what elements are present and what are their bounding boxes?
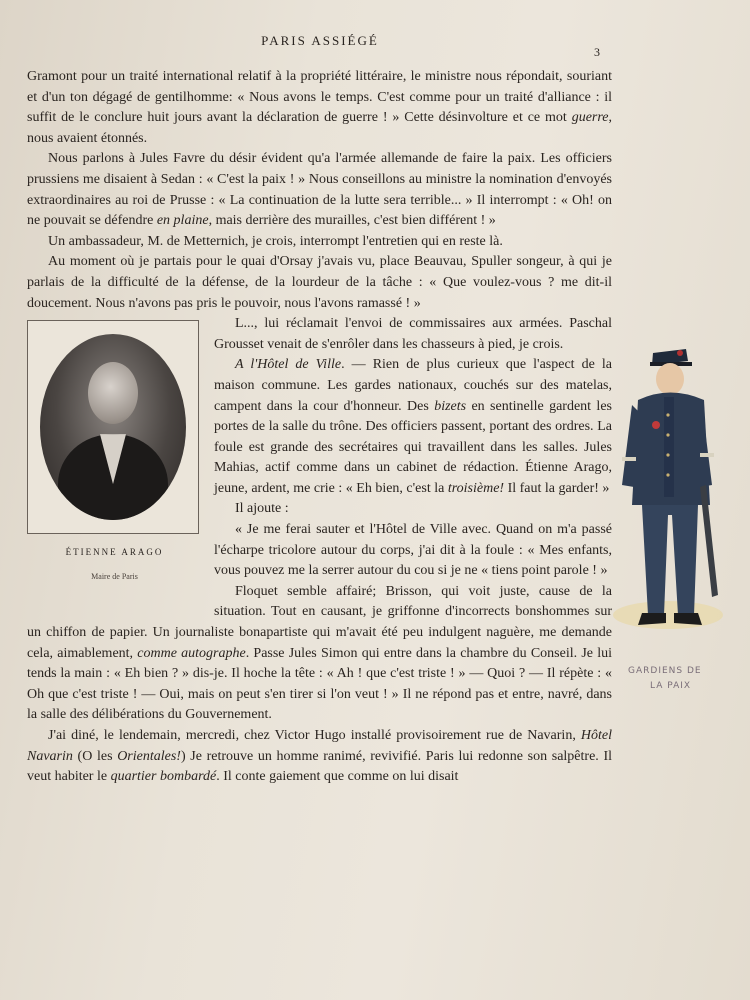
portrait-subcaption: Maire de Paris [91, 571, 138, 581]
paragraph-3: Un ambassadeur, M. de Metternich, je crois, interrompt l'entretien qui en reste là. [48, 233, 503, 249]
paragraph-5: L..., lui réclamait l'envoi de commissaires aux armées. Paschal Grousset venait de s'enrôler dans les chasseurs à pied, je crois. [214, 316, 612, 352]
paragraph-4: Au moment où je partais pour le quai d'Orsay j'avais vu, place Beauvau, Spuller songeur, à qui je parlais de la difficulté de la défense, de la lourdeur de la tâche : « Que voulez-vous ? me dit-il doucement. Nous n'avons pas pris le pouvoir, nous l'avons ramassé ! » [27, 254, 612, 311]
paragraph-10: J'ai diné, le lendemain, mercredi, chez Victor Hugo installé provisoirement rue de Navarin, Hôtel Navarin (O les Orientales!) Je retrouve un homme ranimé, revivifié. Paris lui redonne son salpêtre. Il veut habiter le quartier bombardé. Il conte gaiement que comme on lui disait [27, 728, 612, 785]
running-title: PARIS ASSIÉGÉ [261, 33, 379, 48]
body-text [27, 67, 612, 788]
portrait-caption: ÉTIENNE ARAGO [65, 547, 164, 558]
soldier-illustration [608, 345, 750, 705]
paragraph-9: Floquet semble affairé; Brisson, qui voit juste, cause de la situation. Tout en causant, je griffonne d'incorrects bonshommes sur un chiffon de papier. Un journaliste bonapartiste qui m'avait été peu indulgent naguère, me demande cela, aimablement, comme autographe. Passe Jules Simon qui entre dans la chambre du Conseil. Je lui tends la main : « Eh bien ? » dis-je. Il hoche la tête : « Ah ! que c'est triste ! » — Quoi ? — Il répète : « Oh que c'est triste ! — Oui, mais on peut s'en tirer si l'on veut ! » Il ne répond pas et entre, navré, dans la salle des délibérations du Gouvernement. [27, 583, 612, 723]
paragraph-8: « Je me ferai sauter et l'Hôtel de Ville avec. Quand on m'a passé l'écharpe tricolore autour du corps, j'ai dit à la foule : « Mes enfants, vous pouvez me la serrer autour du cou si je ne « tiens point parole ! » [214, 522, 612, 579]
paragraph-1: Gramont pour un traité international relatif à la propriété littéraire, le ministre nous répondait, souriant et d'un ton dégagé de gentilhomme: « Nous avons le temps. C'est comme pour un traité d'alliance : il suffit de le conclure huit jours avant la déclaration de guerre ! » Cette désinvolture et ce mot guerre, nous avaient étonnés. [27, 69, 612, 146]
soldier-caption: GARDIENS DE LA PAIX [628, 666, 702, 691]
paragraph-6: A l'Hôtel de Ville. — Rien de plus curieux que l'aspect de la maison commune. Les gardes nationaux, couchés sur des matelas, campent dans la cour d'honneur. Des bizets en sentinelle gardent les portes de la salle du trône. Des officiers passent, portant des ordres. La foule est grande des secrétaires qui travaillent dans les salles. Jules Mahias, actif comme dans un cabinet de rédaction. Étienne Arago, jeune, ardent, me crie : « Eh bien, c'est la troisième! Il faut la garder! » [214, 357, 612, 496]
page-number: 3 [594, 45, 600, 59]
portrait-frame [27, 320, 199, 534]
paragraph-2: Nous parlons à Jules Favre du désir évident qu'a l'armée allemande de faire la paix. Les officiers prussiens me disaient à Sedan : « C'est la paix ! » Nous conseillons au ministre la nomination d'envoyés extraordinaires au roi de Prusse : « La continuation de la lutte sera terrible... » Il interrompt : « Oh! on ne pouvait se défendre en plaine, mais derrière des murailles, c'est bien différent ! » [27, 151, 612, 229]
portrait-figure [27, 320, 202, 606]
paragraph-7: Il ajoute : [235, 501, 289, 517]
portrait-image [40, 334, 186, 520]
